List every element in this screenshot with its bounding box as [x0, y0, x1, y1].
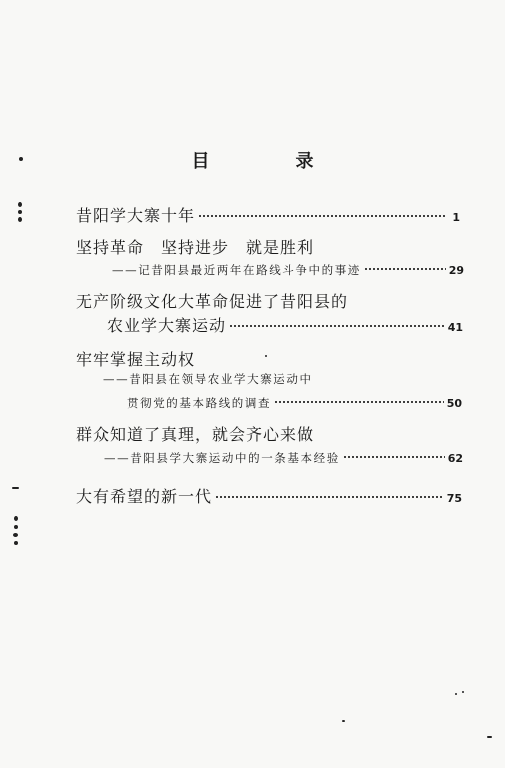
toc-entry[interactable]: [76, 347, 195, 370]
dot-leader: [198, 214, 447, 218]
scan-speck: [455, 693, 457, 695]
scan-speck: [342, 720, 345, 722]
scan-speck: [12, 487, 19, 489]
scan-speck: [13, 533, 18, 537]
toc-entry[interactable]: [76, 203, 460, 226]
dot-leader: [364, 267, 446, 271]
toc-subentry[interactable]: [103, 371, 313, 387]
dot-leader: [215, 495, 444, 499]
entry-subtitle: ——记昔阳县最近两年在路线斗争中的事迹: [112, 263, 361, 277]
scan-speck: [18, 202, 22, 207]
entry-subtitle: ——昔阳县在领导农业学大寨运动中: [103, 372, 313, 386]
entry-title: 昔阳学大寨十年: [76, 206, 196, 225]
scan-speck: [14, 525, 18, 529]
entry-title: 群众知道了真理，就会齐心来做: [76, 425, 315, 444]
dot-leader: [229, 324, 445, 328]
scan-speck: [462, 691, 464, 693]
toc-subentry[interactable]: [127, 395, 462, 411]
dot-leader: [274, 400, 444, 404]
page-number: 62: [447, 452, 463, 465]
scan-speck: [14, 541, 18, 545]
scan-speck: [19, 157, 23, 161]
scan-speck: [14, 516, 18, 521]
toc-entry[interactable]: [76, 422, 314, 445]
toc-entry[interactable]: [76, 484, 462, 507]
entry-title: 农业学大寨运动: [107, 316, 227, 335]
entry-title: 牢牢掌握主动权: [76, 350, 196, 369]
scan-speck: [18, 217, 22, 222]
entry-subtitle: 贯彻党的基本路线的调查: [127, 396, 272, 410]
page-title: 目 录: [191, 151, 348, 172]
dot-leader: [343, 455, 445, 459]
scan-speck: [18, 210, 22, 214]
entry-title: 坚持革命 坚持进步 就是胜利: [76, 238, 315, 257]
toc-subentry[interactable]: [112, 262, 464, 278]
toc-entry[interactable]: [76, 235, 314, 258]
toc-subentry[interactable]: [104, 450, 463, 466]
page-number: 29: [448, 264, 464, 277]
page-number: 41: [447, 321, 463, 334]
page-number: 1: [452, 211, 460, 224]
entry-title: 无产阶级文化大革命促进了昔阳县的: [76, 292, 349, 311]
scan-speck: [487, 736, 492, 738]
page-number: 50: [446, 397, 462, 410]
toc-entry-continued[interactable]: [107, 313, 463, 336]
entry-title: 大有希望的新一代: [76, 487, 213, 506]
entry-subtitle: ——昔阳县学大寨运动中的一条基本经验: [104, 451, 340, 465]
page-number: 75: [446, 492, 462, 505]
toc-entry[interactable]: [76, 289, 348, 312]
scan-speck: [265, 355, 267, 357]
